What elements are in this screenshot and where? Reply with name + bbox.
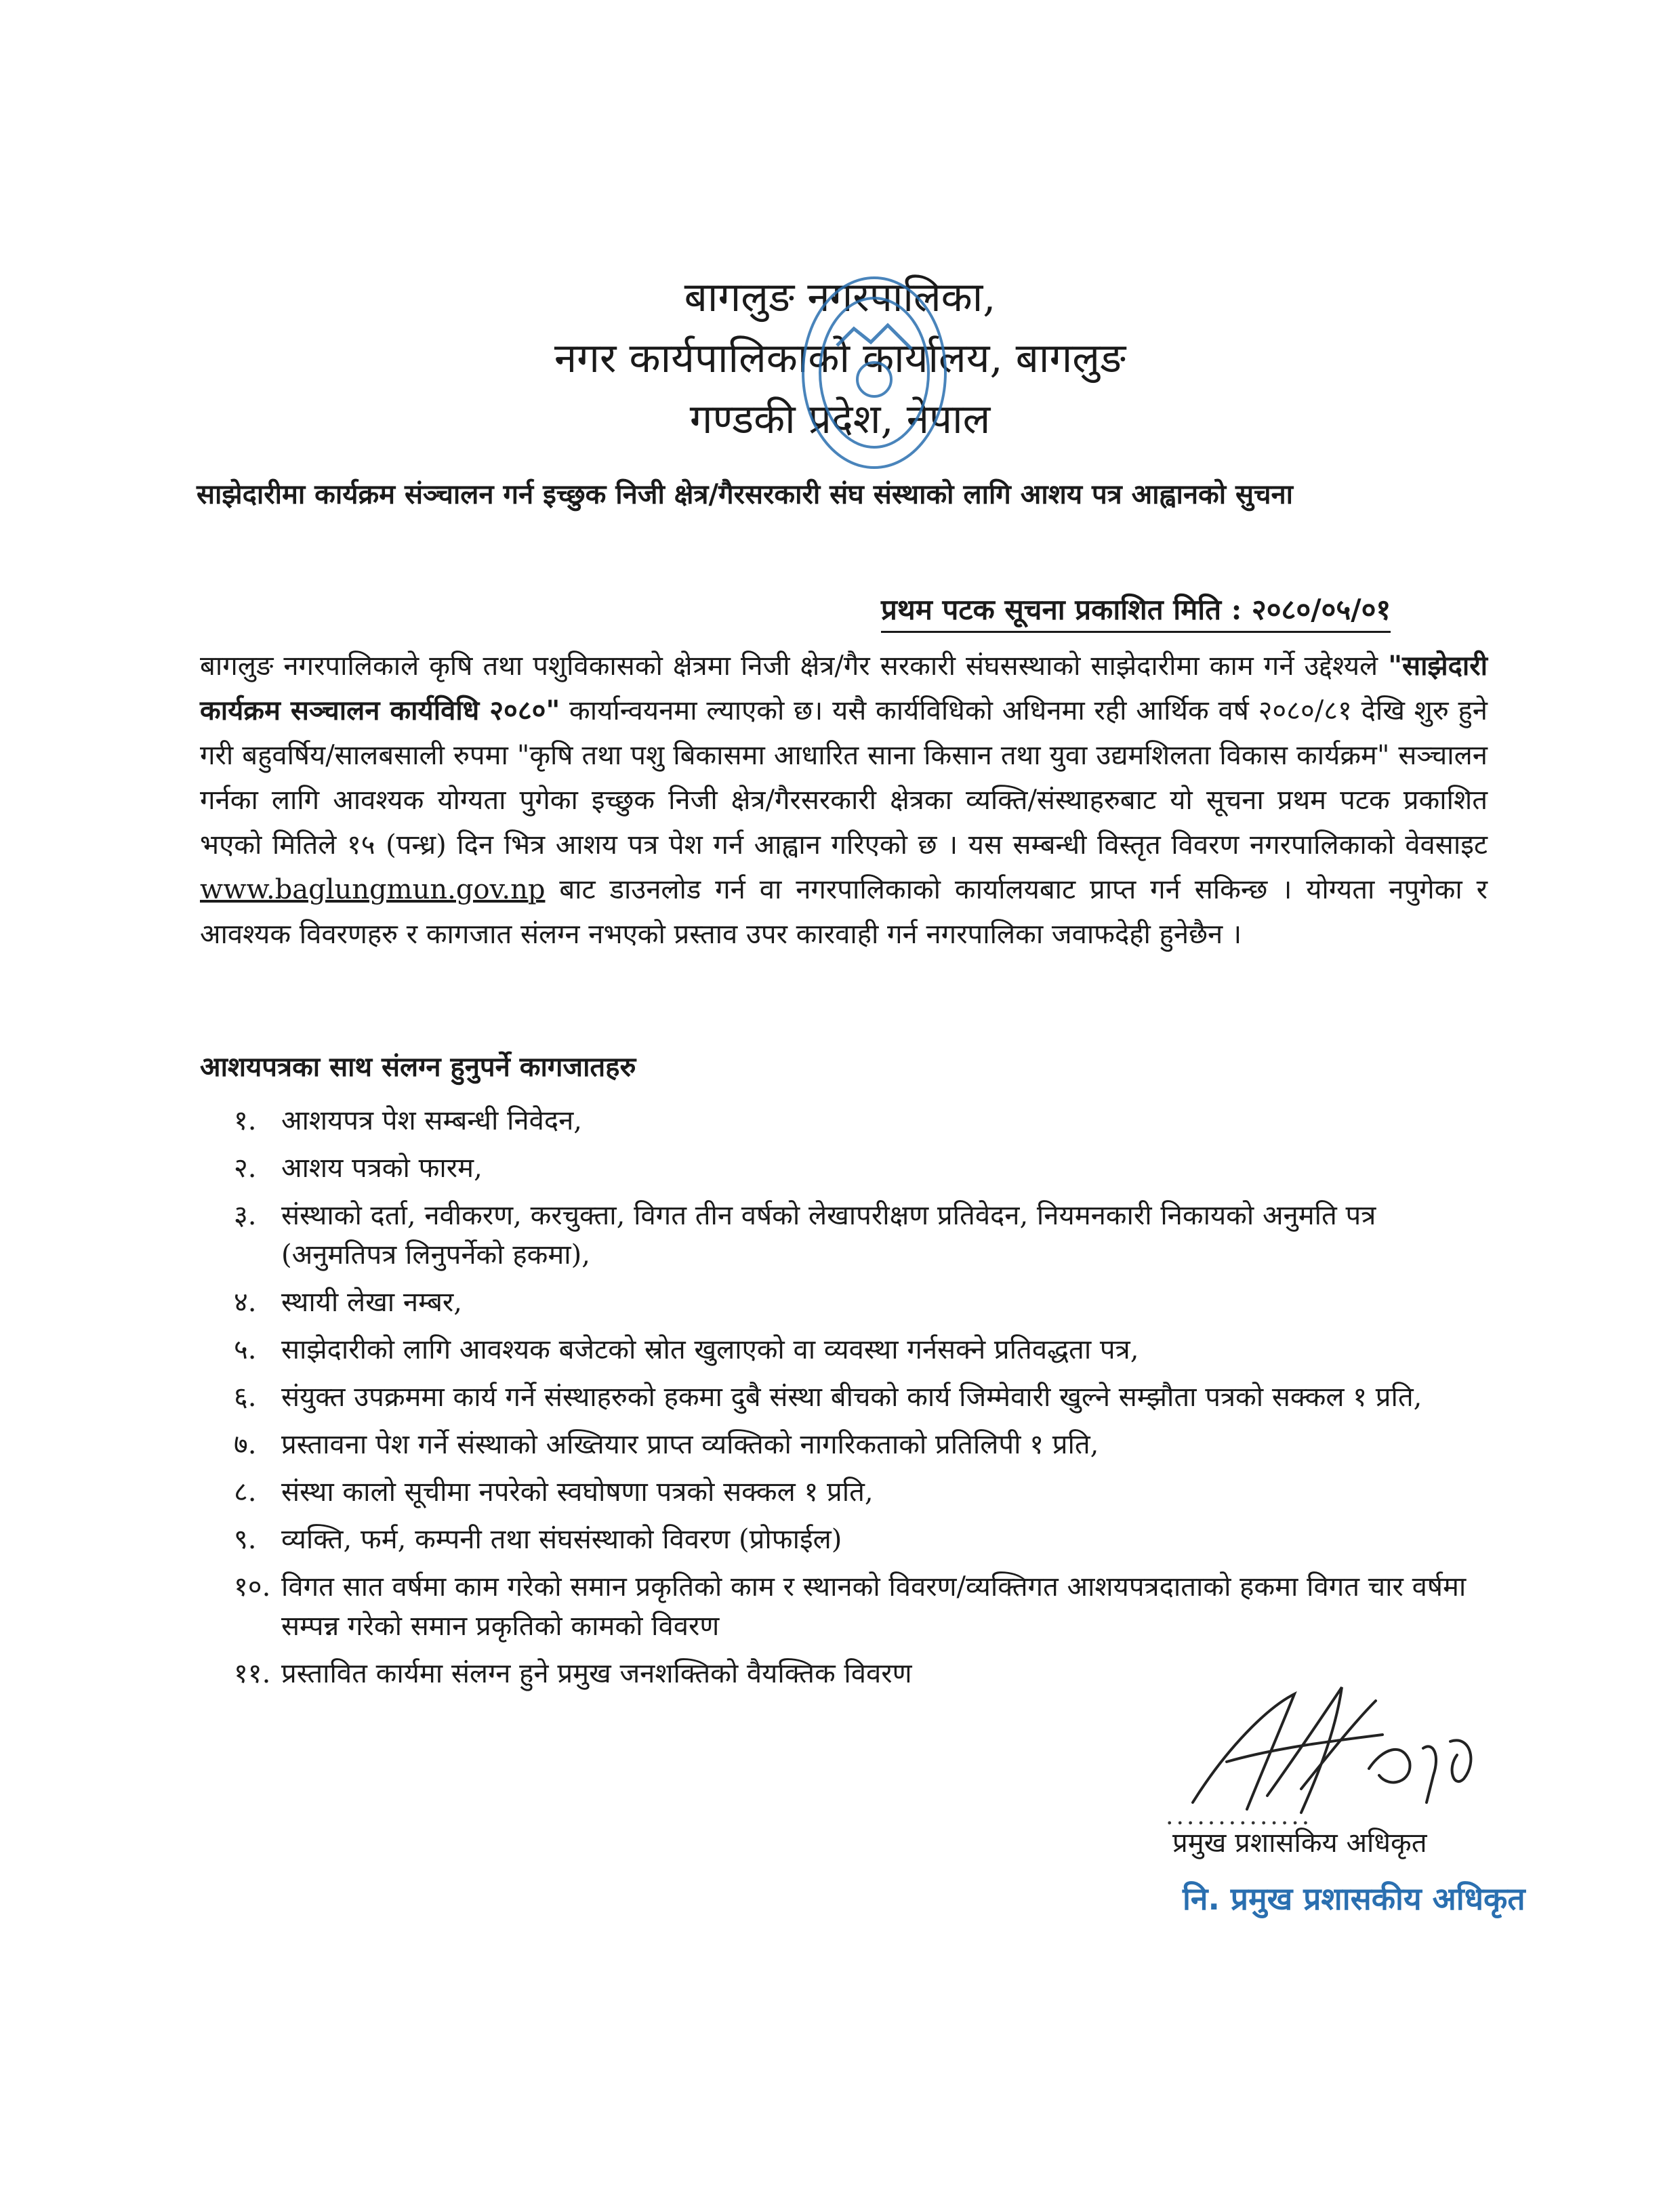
list-item-text: प्रस्तावित कार्यमा संलग्न हुने प्रमुख जनशक्तिको वैयक्तिक विवरण <box>281 1658 912 1689</box>
list-item-text: संयुक्त उपक्रममा कार्य गर्ने संस्थाहरुको हकमा दुबै संस्था बीचको कार्य जिम्मेवारी खुल्ने सम्झौता पत्रको सक्कल १ प्रति, <box>281 1382 1422 1413</box>
list-item <box>234 1520 1488 1559</box>
body-part-2: कार्यान्वयनमा ल्याएको छ। यसै कार्यविधिको अधिनमा रही आर्थिक वर्ष २०८०/८१ देखि शुरु हुने गरी बहुवर्षिय/सालबसाली रुपमा "कृषि तथा पशु बिकासमा आधारित साना किसान तथा युवा उद्यमशिलता विकास कार्यक्रम" सञ्चालन गर्नका लागि आवश्यक योग्यता पुगेका इच्छुक निजी क्षेत्र/गैरसरकारी क्षेत्रका व्यक्ति/संस्थाहरुबाट यो सूचना प्रथम पटक प्रकाशित भएको मितिले १५ (पन्ध्र) दिन भित्र आशय पत्र पेश गर्न आह्वान गरिएको छ । यस सम्बन्धी विस्तृत विवरण नगरपालिकाको वेवसाइट <box>200 695 1488 861</box>
notice-subject: साझेदारीमा कार्यक्रम संञ्चालन गर्न इच्छुक निजी क्षेत्र/गैरसरकारी संघ संस्थाको लागि आशय पत्र आह्वानको सुचना <box>197 478 1294 510</box>
list-item <box>234 1425 1488 1464</box>
body-procedure-title: "साझेदारी कार्यक्रम सञ्चालन कार्यविधि २०८०" <box>200 650 1488 726</box>
documents-list <box>234 1101 1488 1701</box>
list-item <box>234 1567 1488 1646</box>
list-item-text: संस्था कालो सूचीमा नपरेको स्वघोषणा पत्रको सक्कल १ प्रति, <box>281 1477 874 1508</box>
list-item-text: प्रस्तावना पेश गर्ने संस्थाको अख्तियार प्राप्त व्यक्तिको नागरिकताको प्रतिलिपी १ प्रति, <box>281 1429 1099 1460</box>
header-province: गण्डकी प्रदेश, नेपाल <box>689 396 991 443</box>
list-item-number: ८. <box>234 1477 257 1508</box>
official-stamp: नि. प्रमुख प्रशासकीय अधिकृत <box>1183 1880 1525 1917</box>
list-item <box>234 1101 1488 1140</box>
notice-body <box>200 644 1488 957</box>
list-item-text: संस्थाको दर्ता, नवीकरण, करचुक्ता, विगत तीन वर्षको लेखापरीक्षण प्रतिवेदन, नियमनकारी निकायको अनुमति पत्र (अनुमतिपत्र लिनुपर्नेको हकमा), <box>281 1200 1376 1271</box>
list-item-number: ३. <box>234 1200 257 1231</box>
publication-date-label: प्रथम पटक सूचना प्रकाशित मिति : <box>881 593 1242 626</box>
list-item-text: स्थायी लेखा नम्बर, <box>281 1287 462 1318</box>
list-item-text: विगत सात वर्षमा काम गरेको समान प्रकृतिको काम र स्थानको विवरण/व्यक्तिगत आशयपत्रदाताको हकमा विगत चार वर्षमा सम्पन्न गरेको समान प्रकृतिको कामको विवरण <box>281 1571 1467 1642</box>
list-item-number: ७. <box>234 1429 257 1460</box>
list-item-number: १. <box>234 1105 257 1136</box>
list-item-number: १०. <box>234 1571 271 1603</box>
list-item <box>234 1378 1488 1417</box>
list-item-number: २. <box>234 1153 257 1184</box>
publication-date <box>881 590 1391 633</box>
list-item <box>234 1330 1488 1369</box>
list-item-number: ५. <box>234 1334 257 1365</box>
signatory-title: प्रमुख प्रशासकिय अधिकृत <box>1172 1828 1427 1859</box>
list-item <box>234 1196 1488 1275</box>
list-item-text: साझेदारीको लागि आवश्यक बजेटको स्रोत खुलाएको वा व्यवस्था गर्नसक्ने प्रतिवद्धता पत्र, <box>281 1334 1139 1365</box>
list-item-text: आशयपत्र पेश सम्बन्धी निवेदन, <box>281 1105 583 1136</box>
body-part-3: बाट डाउनलोड गर्न वा नगरपालिकाको कार्यालयबाट प्राप्त गर्न सकिन्छ । योग्यता नपुगेका र आवश्यक विवरणहरु र कागजात संलग्न नभएको प्रस्ताव उपर कारवाही गर्न नगरपालिका जवाफदेही हुनेछैन । <box>200 874 1488 950</box>
list-item <box>234 1149 1488 1188</box>
publication-date-value: २०८०/०५/०१ <box>1251 593 1391 626</box>
list-item-number: ९. <box>234 1524 257 1555</box>
body-part-1: बागलुङ नगरपालिकाले कृषि तथा पशुविकासको क्षेत्रमा निजी क्षेत्र/गैर सरकारी संघसस्थाको साझेदारीमा काम गर्ने उद्देश्यले <box>200 651 1389 682</box>
header-municipality: बागलुङ नगरपालिका, <box>684 274 996 321</box>
list-item <box>234 1654 1488 1693</box>
list-item-text: आशय पत्रको फारम, <box>281 1153 483 1184</box>
list-item-number: ११. <box>234 1658 271 1689</box>
documents-heading: आशयपत्रका साथ संलग्न हुनुपर्ने कागजातहरु <box>200 1051 636 1083</box>
list-item-number: ४. <box>234 1287 257 1318</box>
list-item <box>234 1283 1488 1322</box>
list-item <box>234 1472 1488 1512</box>
list-item-text: व्यक्ति, फर्म, कम्पनी तथा संघसंस्थाको विवरण (प्रोफाईल) <box>281 1524 842 1555</box>
list-item-number: ६. <box>234 1382 257 1413</box>
signature-line: .............. <box>1166 1802 1313 1830</box>
website-link[interactable]: www.baglungmun.gov.np <box>200 874 546 905</box>
header-office: नगर कार्यपालिकाको कार्यालय, बागलुङ <box>554 335 1126 382</box>
